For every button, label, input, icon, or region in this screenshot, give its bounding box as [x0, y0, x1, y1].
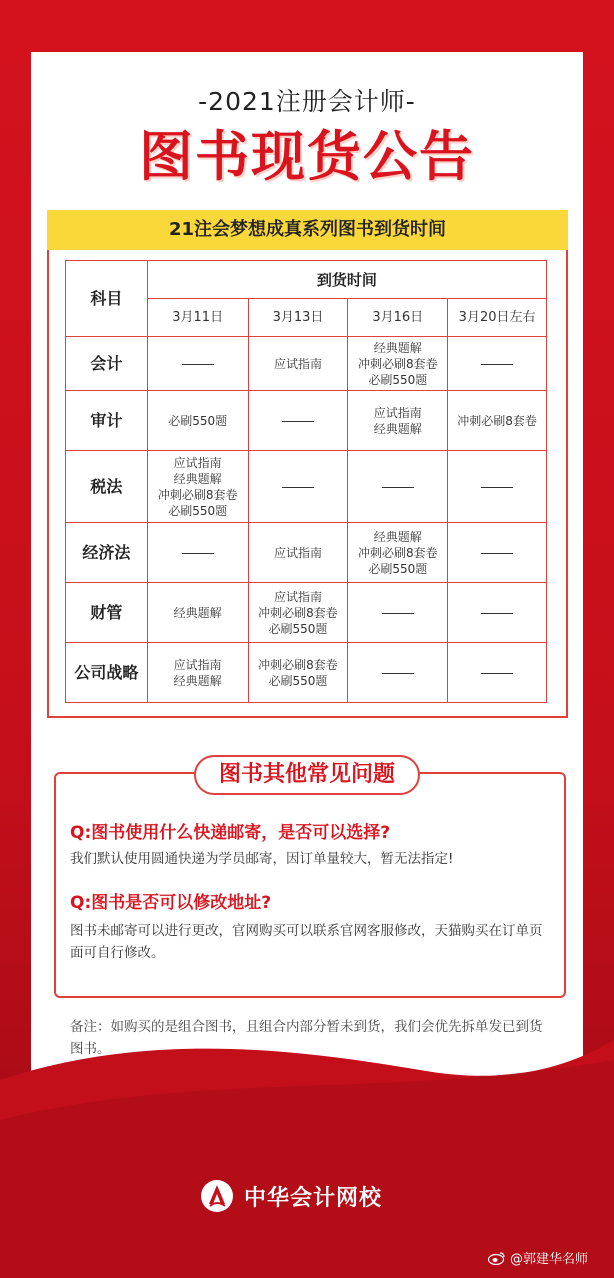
arrival-cell: [348, 337, 448, 391]
page-title: 图书现货公告: [139, 125, 475, 188]
subject-cell: 财管: [66, 583, 148, 643]
table-row: [66, 337, 547, 391]
arrival-cell: [448, 643, 547, 703]
table-row: [66, 583, 547, 643]
empty-dash: [382, 613, 414, 614]
empty-dash: [481, 553, 513, 554]
subject-cell: 会计: [66, 337, 148, 391]
book-item: 应试指南: [273, 545, 322, 560]
table-row: [66, 391, 547, 451]
arrival-cell: [147, 583, 248, 643]
date-header: 3月16日: [348, 299, 448, 337]
book-item: 冲刺必刷8套卷: [357, 545, 438, 560]
brand-logo-icon: [200, 1179, 234, 1213]
book-item: 经典题解: [373, 529, 422, 544]
book-item: 必刷550题: [368, 372, 428, 387]
book-item: 经典题解: [173, 673, 222, 688]
arrival-cell: [348, 523, 448, 583]
book-item: 必刷550题: [168, 413, 228, 428]
weibo-handle: @郭建华名师: [510, 1252, 589, 1267]
brand-name: 中华会计网校: [244, 1185, 383, 1211]
date-header: 3月11日: [147, 299, 248, 337]
empty-dash: [481, 487, 513, 488]
arrival-cell: [147, 451, 248, 523]
table-heading: 21注会梦想成真系列图书到货时间: [47, 210, 568, 250]
subject-cell: 税法: [66, 451, 148, 523]
book-item: 经典题解: [373, 340, 422, 355]
faq-answer-2: 图书未邮寄可以进行更改，官网购买可以联系官网客服修改，天猫购买在订单页面可自行修改。: [70, 923, 543, 961]
brand: [200, 1178, 382, 1214]
col-subject-header: 科目: [66, 261, 148, 337]
faq-question-2: Q:图书是否可以修改地址?: [70, 893, 272, 913]
empty-dash: [282, 487, 314, 488]
book-item: 应试指南: [173, 657, 222, 672]
weibo-watermark: [488, 1248, 588, 1267]
empty-dash: [182, 553, 214, 554]
book-item: 冲刺必刷8套卷: [258, 605, 338, 620]
faq-title: 图书其他常见问题: [194, 755, 420, 795]
empty-dash: [182, 364, 214, 365]
book-item: 必刷550题: [268, 673, 328, 688]
table-row: [66, 451, 547, 523]
book-item: 应试指南: [173, 455, 222, 470]
empty-dash: [282, 421, 314, 422]
arrival-cell: [248, 391, 348, 451]
arrival-cell: [348, 451, 448, 523]
arrival-cell: [448, 337, 547, 391]
empty-dash: [382, 673, 414, 674]
weibo-icon: [488, 1251, 506, 1265]
arrival-cell: [147, 337, 248, 391]
subject-cell: 审计: [66, 391, 148, 451]
book-item: 冲刺必刷8套卷: [258, 657, 338, 672]
book-item: 冲刺必刷8套卷: [457, 413, 537, 428]
date-header: 3月20日左右: [448, 299, 547, 337]
arrival-table: [65, 260, 547, 703]
book-item: 应试指南: [273, 589, 322, 604]
arrival-cell: [348, 391, 448, 451]
book-item: 冲刺必刷8套卷: [357, 356, 438, 371]
book-item: 应试指南: [373, 405, 422, 420]
arrival-cell: [248, 643, 348, 703]
arrival-cell: [348, 583, 448, 643]
table-body: [66, 337, 547, 703]
book-item: 必刷550题: [168, 503, 228, 518]
bottom-wave: [0, 1040, 614, 1278]
arrival-cell: [248, 523, 348, 583]
faq-question-1: Q:图书使用什么快递邮寄，是否可以选择?: [70, 823, 391, 843]
arrival-cell: [448, 391, 547, 451]
table-row: [66, 523, 547, 583]
empty-dash: [481, 613, 513, 614]
arrival-cell: [147, 523, 248, 583]
subject-cell: 经济法: [66, 523, 148, 583]
book-item: 必刷550题: [368, 561, 428, 576]
arrival-cell: [147, 391, 248, 451]
arrival-cell: [448, 451, 547, 523]
faq-answer-1: 我们默认使用圆通快递为学员邮寄，因订单量较大，暂无法指定!: [70, 851, 454, 867]
arrival-cell: [248, 337, 348, 391]
book-item: 经典题解: [373, 421, 422, 436]
book-item: 应试指南: [273, 356, 322, 371]
subtitle: -2021注册会计师-: [198, 87, 416, 116]
book-item: 必刷550题: [268, 621, 328, 636]
table-row: [66, 643, 547, 703]
arrival-cell: [348, 643, 448, 703]
empty-dash: [481, 364, 513, 365]
book-item: 冲刺必刷8套卷: [157, 487, 238, 502]
date-header: 3月13日: [248, 299, 348, 337]
arrival-cell: [147, 643, 248, 703]
book-item: 经典题解: [173, 605, 222, 620]
note-text: 备注：如购买的是组合图书，且组合内部分暂未到货，我们会优先拆单发已到货图书。: [70, 1019, 543, 1057]
arrival-cell: [248, 583, 348, 643]
arrival-cell: [448, 523, 547, 583]
subject-cell: 公司战略: [66, 643, 148, 703]
arrival-cell: [448, 583, 547, 643]
arrival-cell: [248, 451, 348, 523]
faq-box: [54, 772, 566, 998]
col-arrival-header: 到货时间: [147, 261, 546, 299]
empty-dash: [382, 487, 414, 488]
book-item: 经典题解: [173, 471, 222, 486]
empty-dash: [481, 673, 513, 674]
